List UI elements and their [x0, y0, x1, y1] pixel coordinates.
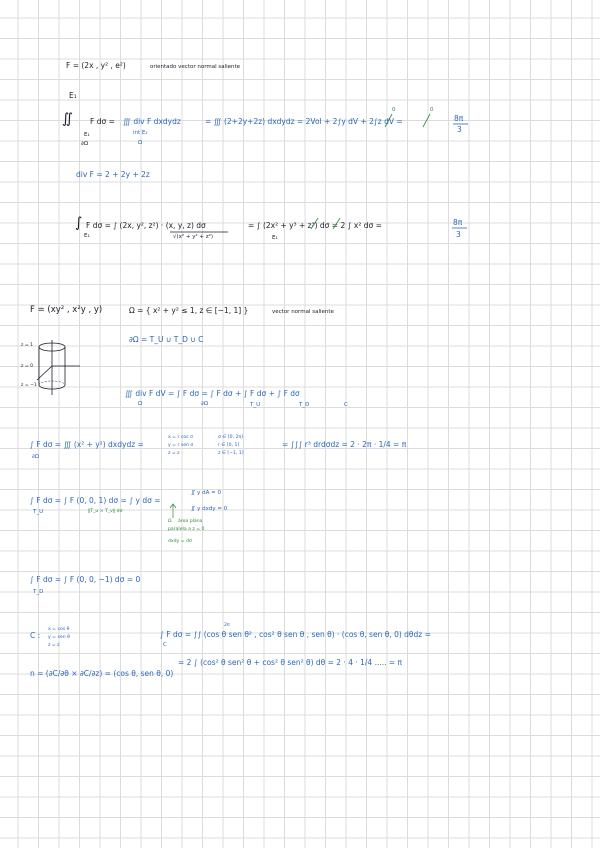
tu-arrow: [0, 0, 1, 1]
c-step-2: = 2 ∫ (cos² θ sen² θ + cos² θ sen² θ) dθ = 2 · 4 · 1/4 ..... = π: [178, 658, 403, 667]
surface-integral-lhs: F dσ = ∫ (2x, y², z²) · (x, y, z) dσ: [86, 221, 206, 230]
divthm-sub-omega: Ω: [138, 401, 143, 407]
surface-integral-rhs: = ∫ (2x² + y³ + z³) dσ = 2 ∫ x² dσ =: [248, 221, 382, 230]
gauss-step: ∭ div F dxdydz: [123, 117, 181, 126]
result-2-den: 3: [456, 230, 461, 239]
zero-mark-2: 0: [430, 107, 434, 113]
surface-label-e1: E₁: [69, 91, 77, 100]
cyl-label-mid: z = 0: [21, 364, 34, 369]
cyl-range-r: r ∈ [0, 1]: [218, 443, 240, 448]
cyl-param-y: y = r sen σ: [168, 443, 194, 448]
cyl-range-z: z ∈ [−1, 1]: [218, 451, 244, 456]
cyl-label-top: z = 1: [21, 343, 34, 348]
cyl-param-x: x = r cos σ: [168, 435, 193, 440]
tu-note-4: dxdy = dσ: [168, 539, 192, 544]
cyl-integral-rhs: = ∫∫∫ r³ drdσdz = 2 · 2π · 1/4 = π: [282, 440, 407, 449]
surface-integral-rhs-sub: E₁: [272, 235, 278, 241]
divergence-theorem: ∭ div F dV = ∫ F dσ = ∫ F dσ + ∫ F dσ + ∫ F dσ: [125, 389, 300, 398]
tu-integral-sub: T_U: [33, 509, 44, 515]
c-param-x: x = cos θ: [48, 627, 70, 632]
gauss-sub-omega: Ω: [138, 140, 143, 146]
orientation-note-2: vector normal saliente: [272, 309, 334, 315]
c-integral-sub: C: [163, 642, 167, 648]
double-integral-symbol: ∬: [62, 111, 74, 127]
tu-note-3: paralela a z = 0: [168, 527, 205, 532]
divthm-sub-c: C: [344, 402, 348, 408]
gauss-sub: int E₁: [133, 130, 148, 136]
flux-integral-sub: E₁: [84, 132, 90, 138]
divthm-sub-td: T_D: [299, 402, 310, 408]
divthm-sub-boundary: ∂Ω: [201, 401, 209, 407]
td-integral: ∫ F dσ = ∫ F (0, 0, −1) dσ = 0: [30, 575, 141, 584]
region-definition: Ω = { x² + y² ≤ 1, z ∈ [−1, 1] }: [129, 306, 249, 315]
tu-note-1: Ω: [168, 519, 172, 524]
result-2-num: 8π: [453, 218, 463, 227]
cyl-integral-sub: ∂Ω: [32, 454, 40, 460]
tu-integral-lhs: ∫ F dσ = ∫ F (0, 0, 1) dσ = ∫ y dσ =: [30, 496, 161, 505]
divergence-def: div F = 2 + 2y + 2z: [76, 170, 150, 179]
c-param-y: y = sen θ: [48, 635, 70, 640]
divthm-sub-tu: T_U: [250, 402, 261, 408]
result-1-num: 8π: [454, 114, 464, 123]
zero-mark-1: 0: [392, 107, 396, 113]
c-integral: ∫ F dσ = ∫∫ (cos θ sen θ² , cos² θ sen θ , sen θ) · (cos θ, sen θ, 0) dθdz =: [160, 630, 431, 639]
surface-integral-symbol: ∫: [75, 215, 83, 231]
c-integral-limits: 2π: [224, 623, 230, 628]
tu-rhs-1: ∬ y dA = 0: [191, 490, 221, 496]
orientation-note-1: orientado vector normal saliente: [150, 64, 241, 70]
field-definition-2: F = (xy² , x²y , y): [30, 305, 103, 315]
td-integral-sub: T_D: [33, 589, 44, 595]
cyl-label-bot: z = −1: [21, 383, 37, 388]
c-label: C :: [30, 631, 41, 640]
tu-note-2: área plana: [178, 519, 203, 524]
cyl-param-z: z = z: [168, 451, 180, 456]
c-param-z: z = z: [48, 643, 60, 648]
boundary-decomposition: ∂Ω = T_U ∪ T_D ∪ C: [129, 335, 204, 344]
tu-rhs-2: ∬ y dxdy = 0: [191, 506, 228, 512]
cyl-integral-lhs: ∫ F dσ = ∭ (x² + y²) dxdydz =: [30, 440, 144, 449]
field-definition-1: F = (2x , y² , e²): [66, 61, 126, 70]
cyl-range-s: σ ∈ [0, 2π]: [218, 435, 243, 440]
flux-integral-lhs: F dσ =: [90, 117, 115, 126]
flux-integral-sub-boundary: ∂Ω: [81, 141, 89, 147]
tu-normal-note: ‖T_u × T_v‖ dσ: [88, 509, 123, 514]
surface-integral-sub: E₁: [84, 233, 90, 239]
result-1-den: 3: [457, 125, 462, 134]
normal-definition: n = (∂C/∂θ × ∂C/∂z) = (cos θ, sen θ, 0): [30, 669, 174, 678]
expanded-integral: = ∭ (2+2y+2z) dxdydz = 2Vol + 2∫y dV + 2∫z dV =: [205, 117, 403, 126]
surface-integral-den: √(x² + y² + z²): [173, 234, 214, 240]
